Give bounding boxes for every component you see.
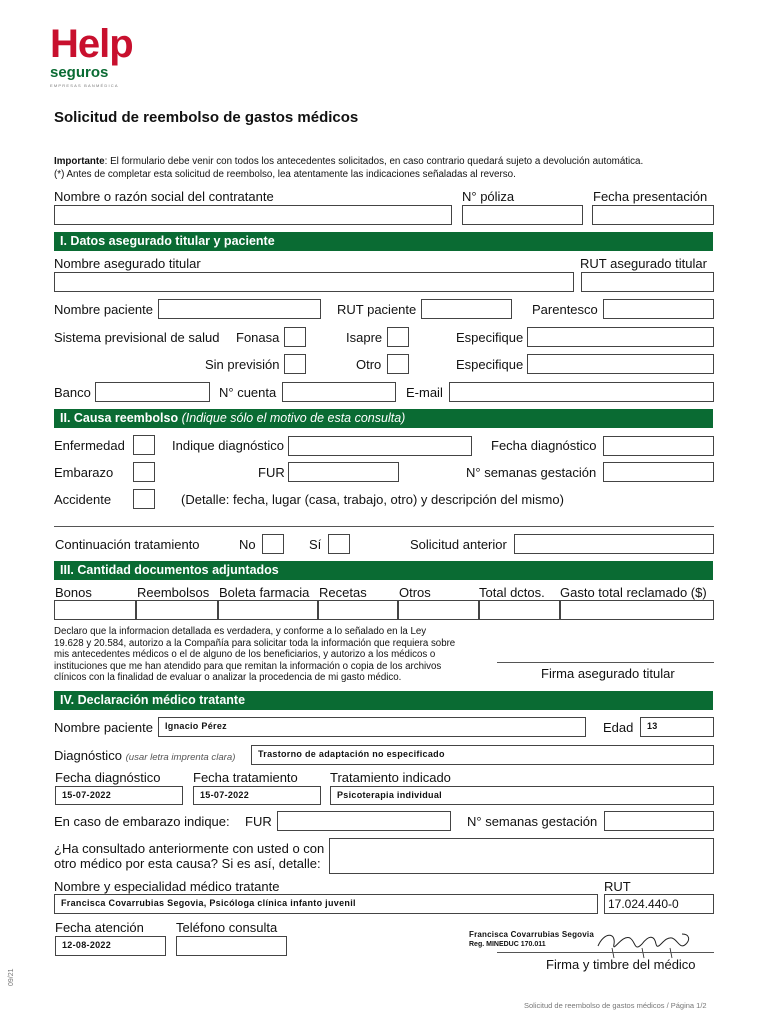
no-label: No (239, 537, 256, 552)
parentesco-input[interactable] (603, 299, 714, 319)
email-input[interactable] (449, 382, 714, 402)
s4-fecha-trat-input[interactable]: 15-07-2022 (193, 786, 321, 805)
cuenta-input[interactable] (282, 382, 396, 402)
fecha-diagnostico-input[interactable] (603, 436, 714, 456)
fecha-atencion-label: Fecha atención (55, 920, 144, 935)
bonos-input[interactable] (54, 600, 136, 620)
especifique-label-1: Especifique (456, 330, 524, 345)
embarazo-checkbox[interactable] (133, 462, 155, 482)
diagnostico-input[interactable]: Trastorno de adaptación no especificado (251, 745, 714, 765)
firma-titular-line (497, 662, 714, 663)
accidente-divider (54, 526, 714, 527)
logo-seguros: seguros (50, 64, 109, 81)
fonasa-label: Fonasa (236, 330, 280, 345)
declaration-line: mis antecedentes médicos o el de alguno de los beneficiarios, y autorizo a los médicos o (54, 649, 436, 661)
declaration-line: Declaro que la informacion detallada es verdadera, y conforme a lo señalado en la Ley (54, 626, 427, 637)
nombre-titular-input[interactable] (54, 272, 574, 292)
boleta-input[interactable] (218, 600, 318, 620)
fecha-presentacion-input[interactable] (592, 205, 714, 225)
section3-header: III. Cantidad documentos adjuntados (54, 561, 713, 580)
signature-scribble (590, 926, 700, 960)
logo-help: Help (50, 22, 133, 66)
total-input[interactable] (479, 600, 560, 620)
page-footer: Solicitud de reembolso de gastos médicos / Página 1/2 (524, 1001, 707, 1010)
diagnostico-label-text: Diagnóstico (54, 748, 122, 763)
indique-diagnostico-input[interactable] (288, 436, 472, 456)
reembolsos-input[interactable] (136, 600, 218, 620)
medico-input[interactable]: Francisca Covarrubias Segovia, Psicóloga clínica infanto juvenil (54, 894, 598, 914)
page-title: Solicitud de reembolso de gastos médicos (54, 109, 359, 126)
rut-medico-input[interactable]: 17.024.440-0 (604, 894, 714, 914)
solicitud-anterior-label: Solicitud anterior (410, 537, 507, 552)
nombre-titular-label: Nombre asegurado titular (54, 256, 201, 271)
indique-diagnostico-label: Indique diagnóstico (172, 438, 285, 453)
s4-fur-input[interactable] (277, 811, 451, 831)
otro-checkbox[interactable] (387, 354, 409, 374)
form-code: 09/21 (8, 968, 15, 986)
rut-titular-input[interactable] (581, 272, 714, 292)
enfermedad-label: Enfermedad (54, 438, 125, 453)
semanas-label: N° semanas gestación (466, 465, 597, 480)
diagnostico-note: (usar letra imprenta clara) (125, 752, 236, 763)
fecha-presentacion-label: Fecha presentación (593, 189, 708, 204)
declaration-text (54, 626, 484, 684)
rut-titular-label: RUT asegurado titular (580, 256, 707, 271)
fecha-diagnostico-label: Fecha diagnóstico (491, 438, 597, 453)
especifique-label-2: Especifique (456, 357, 524, 372)
firma-medico-line (497, 952, 714, 953)
asterisk-note: (*) Antes de completar esta solicitud de reembolso, lea atentamente las indicaciones señaladas al reverso. (54, 169, 516, 180)
telefono-label: Teléfono consulta (176, 920, 278, 935)
especifique-input-1[interactable] (527, 327, 714, 347)
continuacion-label: Continuación tratamiento (55, 537, 200, 552)
si-label: Sí (309, 537, 322, 552)
si-checkbox[interactable] (328, 534, 350, 554)
sin-prevision-checkbox[interactable] (284, 354, 306, 374)
s4-embarazo-label: En caso de embarazo indique: (54, 814, 230, 829)
nombre-paciente-label: Nombre paciente (54, 302, 153, 317)
stamp-reg: Reg. MINEDUC 170.011 (469, 941, 546, 948)
accidente-checkbox[interactable] (133, 489, 155, 509)
firma-titular-label: Firma asegurado titular (541, 666, 675, 681)
s4-fecha-diag-input[interactable]: 15-07-2022 (55, 786, 183, 805)
especifique-input-2[interactable] (527, 354, 714, 374)
firma-medico-label: Firma y timbre del médico (546, 957, 696, 972)
medico-label: Nombre y especialidad médico tratante (54, 879, 280, 894)
email-label: E-mail (406, 385, 443, 400)
edad-label: Edad (603, 720, 634, 735)
declaration-line: clínicos con la finalidad de evaluar o analizar la procedencia de mi gasto médico. (54, 672, 402, 684)
solicitud-anterior-input[interactable] (514, 534, 714, 554)
nombre-paciente-input[interactable] (158, 299, 321, 319)
important-text: : El formulario debe venir con todos los antecedentes solicitados, en caso contrario quedará sujeto a devolución automática. (104, 156, 644, 167)
rut-medico-label: RUT (604, 879, 631, 894)
parentesco-label: Parentesco (532, 302, 598, 317)
declaration-line: 19.628 y 20.584, autorizo a la Compañía para solicitar toda la información que requiera sobre (54, 637, 456, 649)
fur-input[interactable] (288, 462, 399, 482)
section2-header (54, 409, 713, 428)
important-label: Importante (54, 156, 105, 167)
consulta-input[interactable] (329, 838, 714, 874)
poliza-label: N° póliza (462, 189, 515, 204)
banco-label: Banco (54, 385, 91, 400)
rut-paciente-label: RUT paciente (337, 302, 417, 317)
cuenta-label: N° cuenta (219, 385, 277, 400)
s4-semanas-label: N° semanas gestación (467, 814, 598, 829)
s4-trat-ind-input[interactable]: Psicoterapia individual (330, 786, 714, 805)
no-checkbox[interactable] (262, 534, 284, 554)
logo-tagline: EMPRESAS BANMÉDICA (50, 83, 119, 88)
banco-input[interactable] (95, 382, 210, 402)
s4-trat-ind-label: Tratamiento indicado (330, 770, 451, 785)
col-total: Total dctos. (479, 585, 545, 600)
rut-paciente-input[interactable] (421, 299, 512, 319)
enfermedad-checkbox[interactable] (133, 435, 155, 455)
fonasa-checkbox[interactable] (284, 327, 306, 347)
gasto-input[interactable] (560, 600, 714, 620)
diagnostico-label (54, 748, 235, 763)
embarazo-label: Embarazo (54, 465, 114, 480)
fur-label: FUR (258, 465, 285, 480)
s4-fecha-diag-label: Fecha diagnóstico (55, 770, 161, 785)
otros-input[interactable] (398, 600, 479, 620)
col-gasto: Gasto total reclamado ($) (560, 585, 707, 600)
isapre-checkbox[interactable] (387, 327, 409, 347)
poliza-input[interactable] (462, 205, 583, 225)
col-otros: Otros (399, 585, 431, 600)
logo (50, 22, 170, 96)
contratante-label: Nombre o razón social del contratante (54, 189, 274, 204)
s4-fecha-trat-label: Fecha tratamiento (193, 770, 298, 785)
s4-fur-label: FUR (245, 814, 272, 829)
col-bonos: Bonos (55, 585, 92, 600)
detalle-label: (Detalle: fecha, lugar (casa, trabajo, otro) y descripción del mismo) (181, 492, 564, 507)
telefono-input[interactable] (176, 936, 287, 956)
edad-input[interactable]: 13 (640, 717, 714, 737)
col-recetas: Recetas (319, 585, 367, 600)
section4-header: IV. Declaración médico tratante (54, 691, 713, 710)
accidente-label: Accidente (54, 492, 112, 507)
s4-semanas-input[interactable] (604, 811, 714, 831)
sistema-label: Sistema previsional de salud (54, 330, 220, 345)
isapre-label: Isapre (346, 330, 383, 345)
col-boleta: Boleta farmacia (219, 585, 310, 600)
consulta-q1: ¿Ha consultado anteriormente con usted o con (54, 841, 325, 856)
fecha-atencion-input[interactable]: 12-08-2022 (55, 936, 166, 956)
recetas-input[interactable] (318, 600, 398, 620)
sin-prevision-label: Sin previsión (205, 357, 280, 372)
section2-note: (Indique sólo el motivo de esta consulta) (181, 411, 406, 425)
otro-label: Otro (356, 357, 382, 372)
section1-header: I. Datos asegurado titular y paciente (54, 232, 713, 251)
contratante-input[interactable] (54, 205, 452, 225)
important-note (54, 156, 643, 167)
col-reembolsos: Reembolsos (137, 585, 210, 600)
declaration-line: instituciones que me han atendido para que remitan la información o copia de los archivos (54, 660, 442, 672)
s4-nombre-paciente-label: Nombre paciente (54, 720, 153, 735)
consulta-q2: otro médico por esta causa? Si es así, detalle: (54, 856, 321, 871)
stamp-name: Francisca Covarrubias Segovia (469, 930, 594, 939)
section2-title: II. Causa reembolso (60, 411, 179, 425)
s4-nombre-paciente-input[interactable]: Ignacio Pérez (158, 717, 586, 737)
semanas-input[interactable] (603, 462, 714, 482)
